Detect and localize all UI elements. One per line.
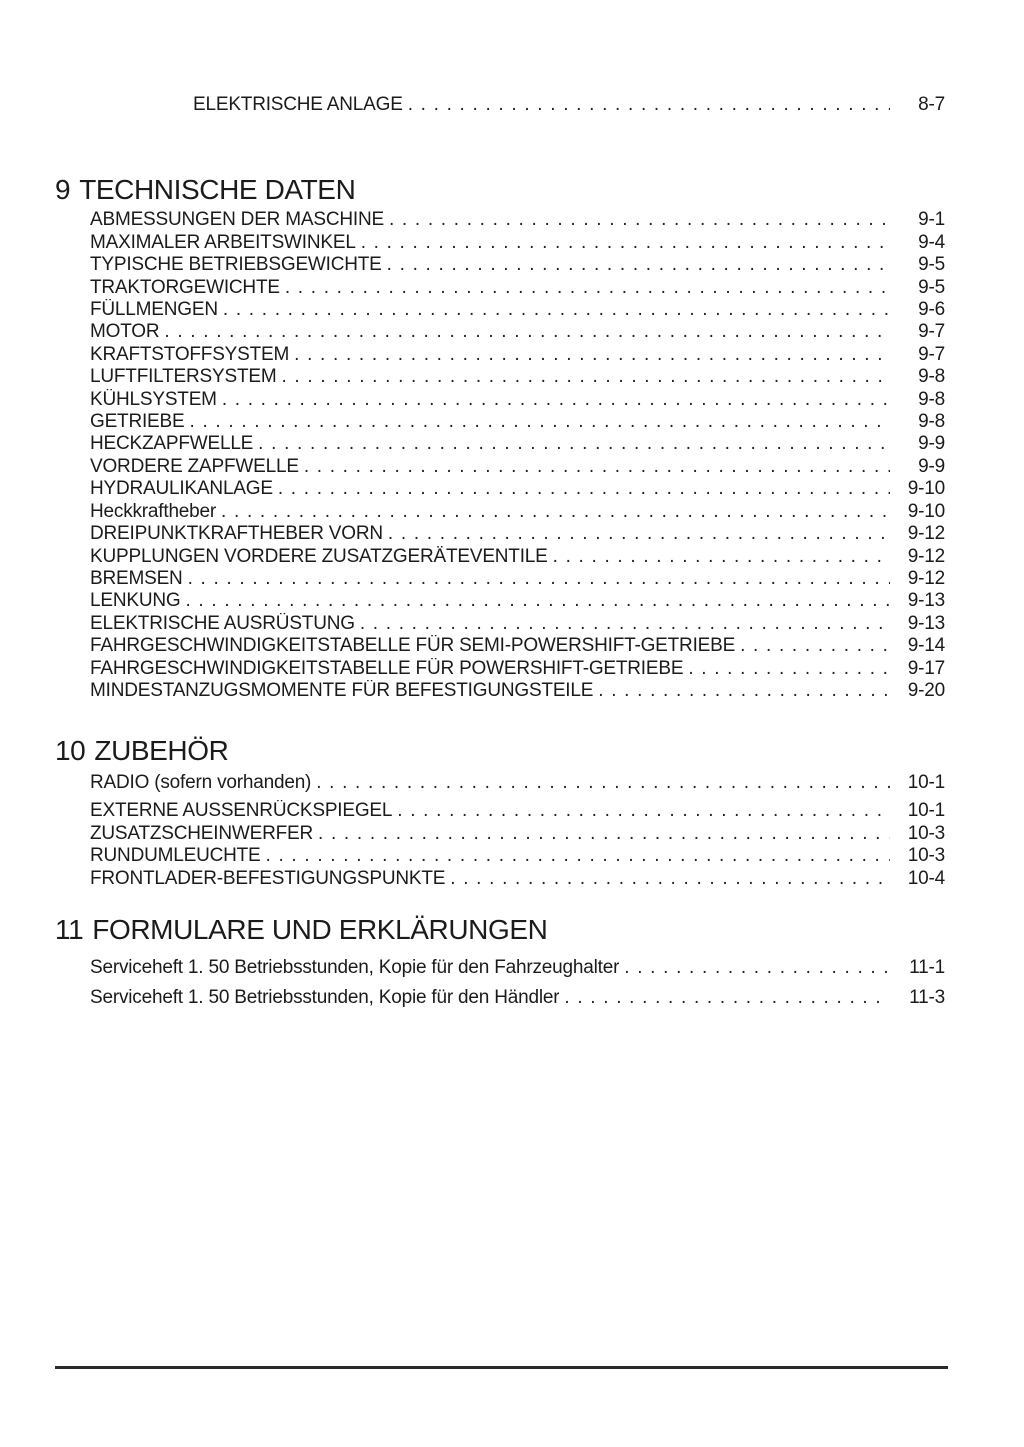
toc-entry-label: LUFTFILTERSYSTEM	[90, 366, 277, 388]
dot-leader	[360, 613, 890, 635]
dot-leader	[361, 232, 890, 254]
toc-entry-page: 9-9	[918, 455, 945, 477]
dot-leader	[188, 568, 890, 590]
toc-entry-page: 9-7	[918, 321, 945, 343]
dot-leader	[294, 344, 890, 366]
dot-leader	[189, 411, 890, 433]
toc-entry-label: FAHRGESCHWINDIGKEITSTABELLE FÜR SEMI-POWERSHIFT-GETRIEBE	[90, 635, 736, 657]
section-heading	[55, 913, 945, 947]
dot-leader	[258, 433, 890, 455]
toc-entry-label: FRONTLADER-BEFESTIGUNGSPUNKTE	[90, 867, 446, 889]
toc-entry-label: RADIO (sofern vorhanden)	[90, 772, 312, 794]
toc-section-9	[55, 173, 945, 702]
toc-entry	[90, 845, 945, 868]
toc-entry-label: KÜHLSYSTEM	[90, 388, 217, 410]
toc-section-11	[55, 913, 945, 1013]
dot-leader	[564, 983, 890, 1013]
toc-entry-page: 9-20	[907, 679, 945, 701]
toc-entry	[90, 209, 945, 231]
toc-entry-page: 10-1	[907, 799, 945, 821]
toc-entry	[90, 478, 945, 500]
dot-leader	[221, 501, 890, 523]
toc-entry-label: LENKUNG	[90, 590, 181, 612]
toc-entry	[90, 546, 945, 568]
toc-entry	[90, 366, 945, 388]
toc-entry	[90, 254, 945, 276]
toc-entry-page: 11-1	[909, 957, 945, 979]
toc-entry-page: 10-3	[907, 845, 945, 867]
toc-entry-label: TRAKTORGEWICHTE	[90, 276, 280, 298]
dot-leader	[318, 823, 890, 846]
dot-leader	[164, 321, 890, 343]
toc-entry-label: EXTERNE AUSSENRÜCKSPIEGEL	[90, 799, 393, 821]
toc-entry-label: VORDERE ZAPFWELLE	[90, 455, 299, 477]
section-number: 11	[55, 914, 84, 946]
section-title: FORMULARE UND ERKLÄRUNGEN	[92, 914, 548, 946]
dot-leader	[740, 635, 890, 657]
toc-sections	[55, 173, 945, 1013]
toc-entry-label: RUNDUMLEUCHTE	[90, 845, 261, 867]
toc-entry	[90, 523, 945, 545]
toc-entry	[90, 344, 945, 366]
toc-section-10	[55, 734, 945, 890]
toc-entry-label: KUPPLUNGEN VORDERE ZUSATZGERÄTEVENTILE	[90, 545, 548, 567]
toc-entry-label: BREMSEN	[90, 567, 183, 589]
toc-entry-label: DREIPUNKTKRAFTHEBER VORN	[90, 523, 383, 545]
toc-entry	[90, 277, 945, 299]
toc-entry	[90, 321, 945, 343]
toc-entry	[90, 411, 945, 433]
toc-entry	[90, 983, 945, 1013]
toc-entry-label: FÜLLMENGEN	[90, 299, 218, 321]
dot-leader	[450, 868, 890, 891]
toc-entry	[90, 433, 945, 455]
toc-entry-page: 8-7	[918, 94, 945, 115]
toc-entry	[90, 772, 945, 795]
toc-entry-page: 9-12	[907, 523, 945, 545]
toc-entry-page: 9-12	[907, 545, 945, 567]
toc-entry-label: MOTOR	[90, 321, 160, 343]
toc-entry-page: 10-1	[907, 772, 945, 794]
toc-entry	[90, 658, 945, 680]
dot-leader	[223, 299, 890, 321]
section-number: 10	[55, 735, 86, 767]
toc-entry-page: 9-10	[907, 478, 945, 500]
dot-leader	[598, 680, 890, 702]
toc-entry-label: ZUSATZSCHEINWERFER	[90, 822, 313, 844]
toc-entry	[90, 680, 945, 702]
toc-entry-label: Serviceheft 1. 50 Betriebsstunden, Kopie für den Händler	[90, 987, 560, 1009]
toc-entry-label: Serviceheft 1. 50 Betriebsstunden, Kopie für den Fahrzeughalter	[90, 957, 620, 979]
section-entries	[90, 953, 945, 1013]
toc-entry	[90, 953, 945, 983]
toc-entry	[90, 823, 945, 846]
toc-entry-label: GETRIEBE	[90, 411, 185, 433]
toc-entry-page: 9-13	[907, 590, 945, 612]
toc-entry-label: HECKZAPFWELLE	[90, 433, 254, 455]
toc-entry	[90, 456, 945, 478]
section-number: 9	[55, 174, 71, 206]
toc-entry-page: 9-12	[907, 567, 945, 589]
toc-entry-page: 9-1	[918, 209, 945, 231]
toc-entry-page: 9-13	[907, 612, 945, 634]
toc-entry-page: 9-8	[918, 411, 945, 433]
toc-entry-page: 9-5	[918, 276, 945, 298]
footer-divider	[55, 1366, 948, 1369]
toc-entry-page: 10-3	[907, 822, 945, 844]
toc-entry-page: 9-9	[918, 433, 945, 455]
toc-entry-page: 9-10	[907, 500, 945, 522]
toc-entry-page: 9-6	[918, 299, 945, 321]
toc-entry-page: 10-4	[907, 867, 945, 889]
toc-entry-page: 9-4	[918, 231, 945, 253]
dot-leader	[316, 772, 890, 795]
toc-entry-label: HYDRAULIKANLAGE	[90, 478, 273, 500]
dot-leader	[387, 254, 890, 276]
dot-leader	[185, 590, 890, 612]
dot-leader	[222, 389, 890, 411]
dot-leader	[266, 845, 890, 868]
toc-entry-page: 9-17	[907, 657, 945, 679]
dot-leader	[688, 658, 890, 680]
dot-leader	[624, 953, 890, 983]
toc-entry	[90, 299, 945, 321]
toc-entry-label: KRAFTSTOFFSYSTEM	[90, 343, 290, 365]
toc-entry-label: FAHRGESCHWINDIGKEITSTABELLE FÜR POWERSHIFT-GETRIEBE	[90, 657, 684, 679]
toc-entry	[90, 613, 945, 635]
section-entries	[90, 772, 945, 890]
toc-entry	[90, 501, 945, 523]
toc-entry-page: 9-8	[918, 388, 945, 410]
toc-entry-label: ELEKTRISCHE ANLAGE	[193, 94, 403, 115]
dot-leader	[278, 478, 890, 500]
section-entries	[90, 209, 945, 702]
dot-leader	[281, 366, 890, 388]
toc-entry-page: 9-7	[918, 343, 945, 365]
section-heading	[55, 734, 945, 768]
dot-leader	[285, 277, 890, 299]
toc-entry-label: ELEKTRISCHE AUSRÜSTUNG	[90, 612, 355, 634]
dot-leader	[553, 546, 890, 568]
section-title: TECHNISCHE DATEN	[79, 174, 356, 206]
toc-entry-label: Heckkraftheber	[90, 500, 217, 522]
dot-leader	[388, 523, 890, 545]
toc-entry	[90, 635, 945, 657]
toc-entry-label: MINDESTANZUGSMOMENTE FÜR BEFESTIGUNGSTEILE	[90, 679, 594, 701]
toc-entry	[90, 590, 945, 612]
dot-leader	[304, 456, 890, 478]
dot-leader	[389, 209, 890, 231]
section-title: ZUBEHÖR	[94, 735, 229, 767]
section-heading	[55, 173, 945, 207]
toc-entry-page: 9-8	[918, 366, 945, 388]
toc-entry-page: 9-5	[918, 254, 945, 276]
toc-entry-label: ABMESSUNGEN DER MASCHINE	[90, 209, 384, 231]
toc-entry-label: TYPISCHE BETRIEBSGEWICHTE	[90, 254, 382, 276]
toc-entry	[90, 800, 945, 823]
toc-entry-page: 9-14	[907, 635, 945, 657]
toc-entry	[90, 568, 945, 590]
toc-entry-page: 11-3	[909, 987, 945, 1009]
toc-entry-label: MAXIMALER ARBEITSWINKEL	[90, 231, 356, 253]
toc-entry	[90, 389, 945, 411]
toc-entry	[90, 868, 945, 891]
toc-entry	[193, 94, 945, 116]
toc-entry	[90, 232, 945, 254]
dot-leader	[408, 94, 890, 116]
dot-leader	[397, 800, 890, 823]
